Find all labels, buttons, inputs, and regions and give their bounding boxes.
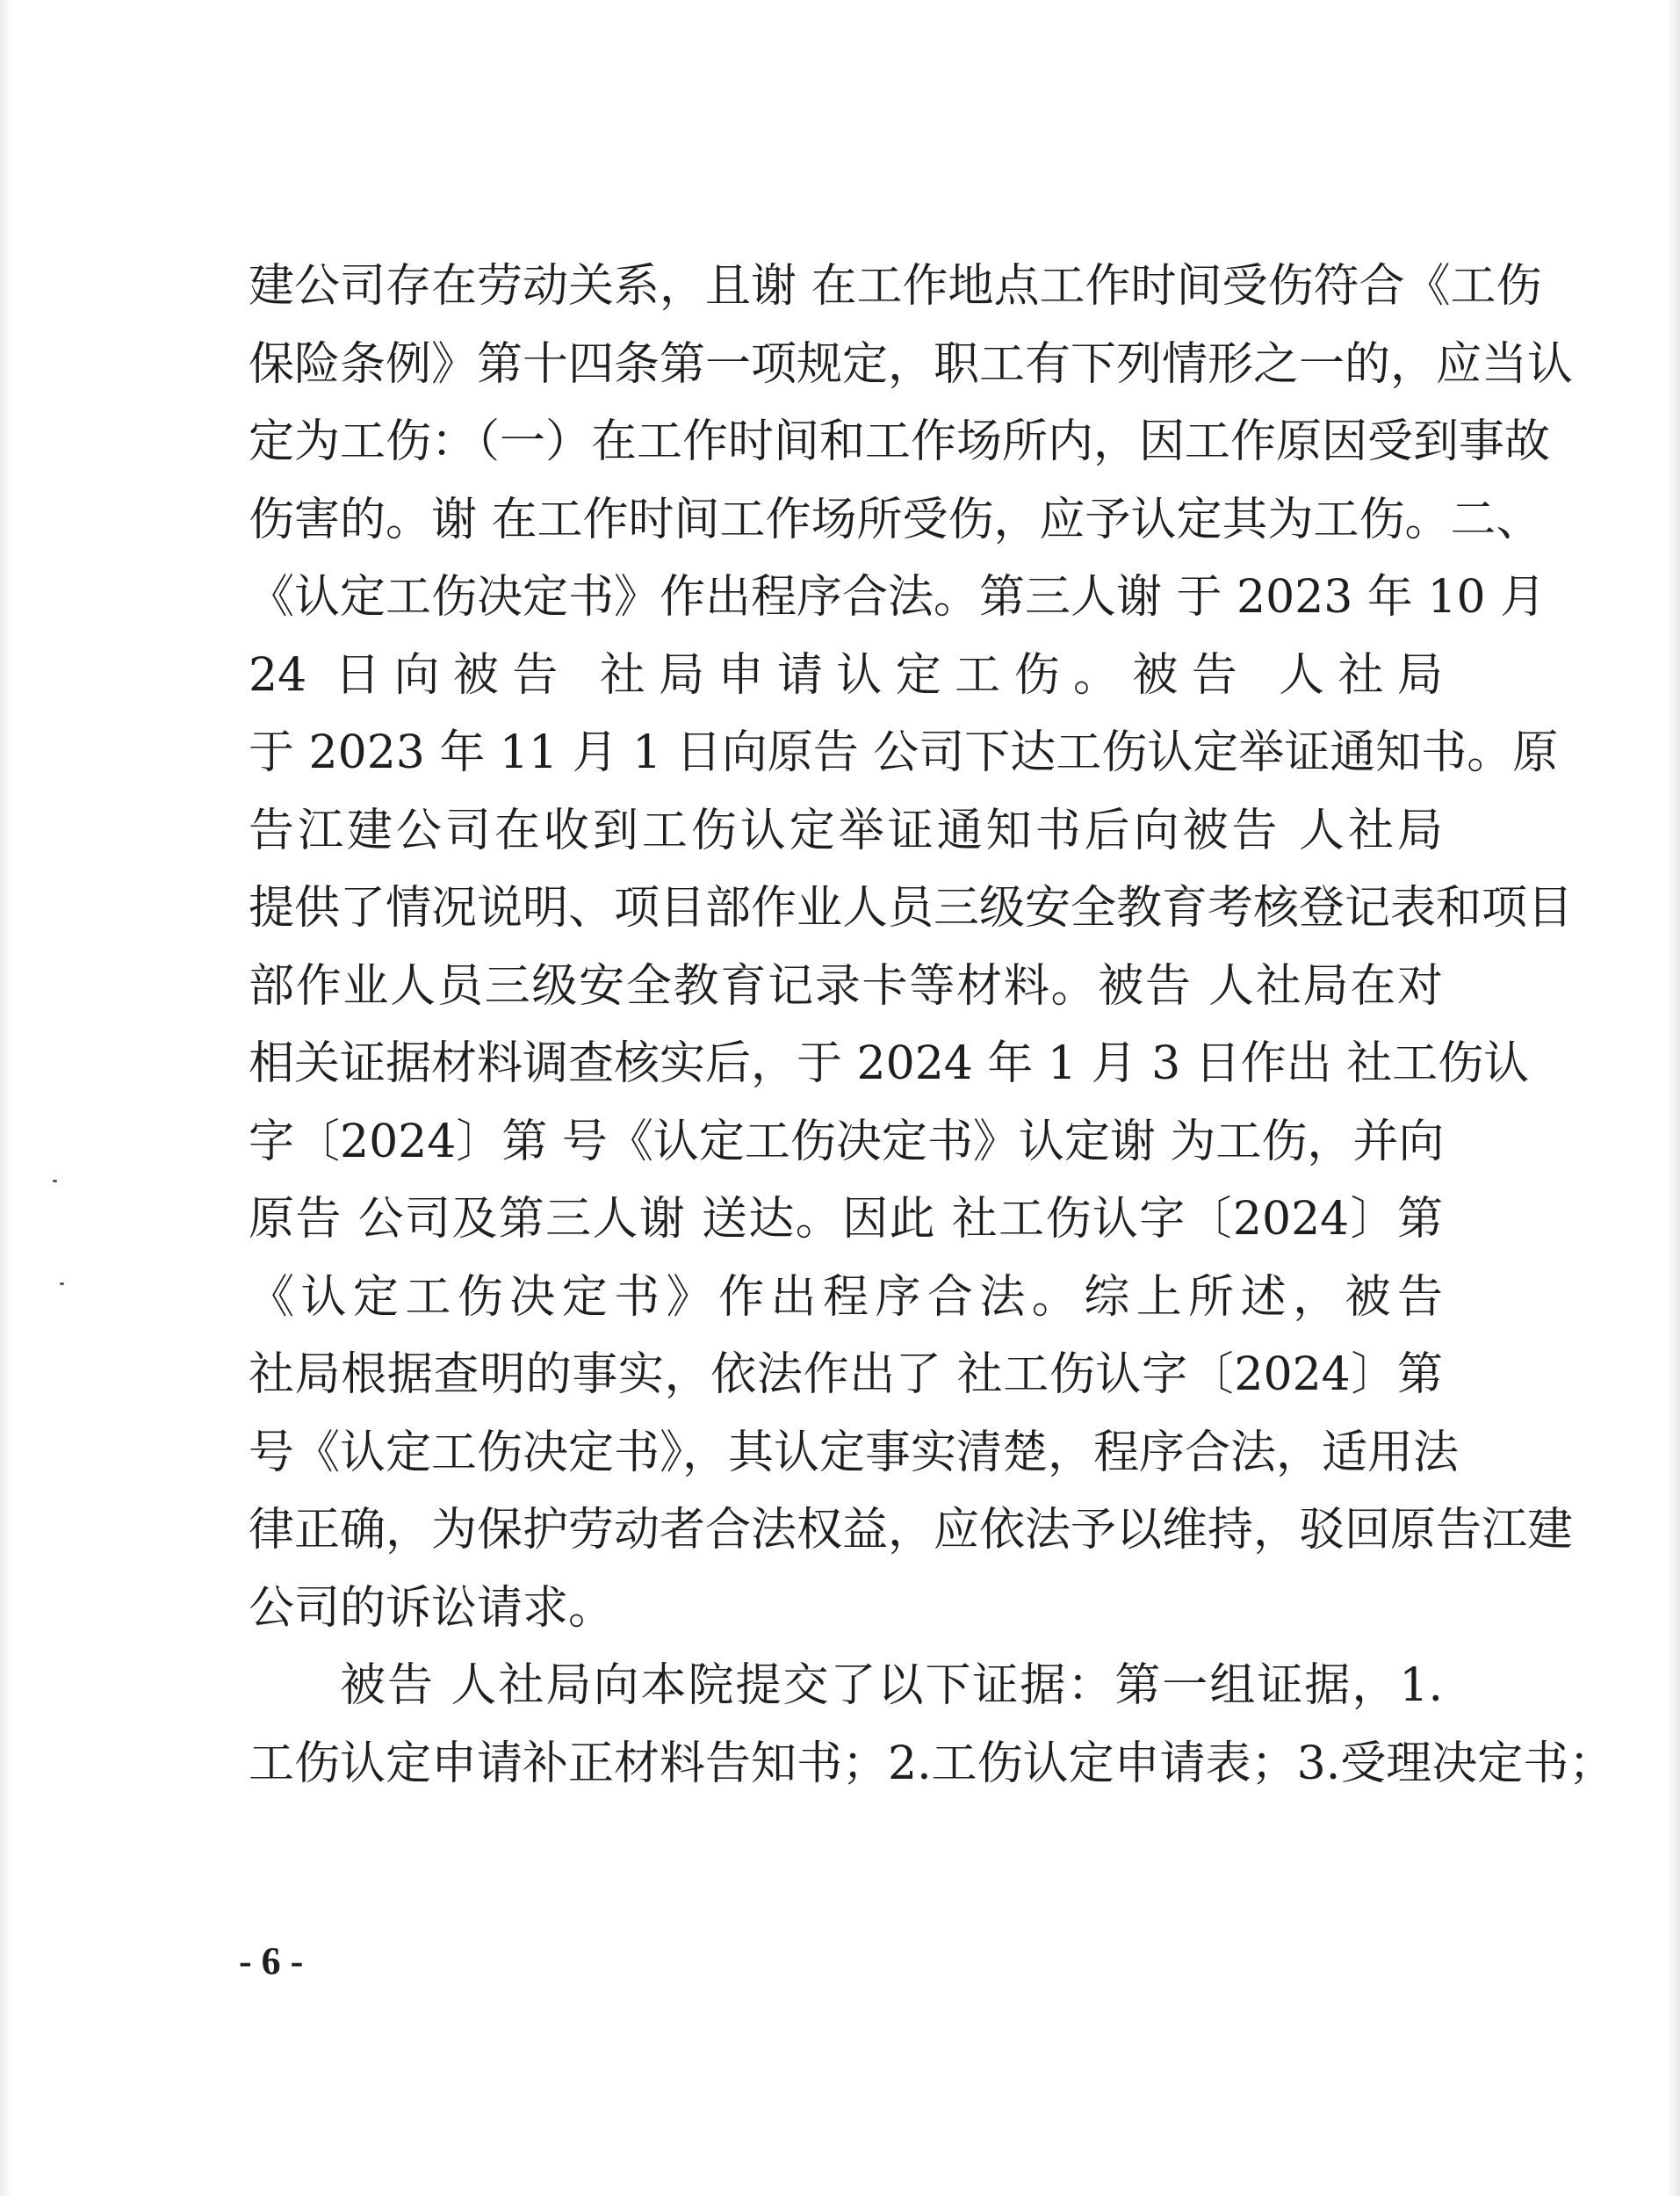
text-line: 建公司存在劳动关系，且谢 在工作地点工作时间受伤符合《工伤 bbox=[249, 260, 1542, 313]
text-line: 号《认定工伤决定书》，其认定事实清楚，程序合法，适用法 bbox=[249, 1426, 1460, 1479]
text-line: 工伤认定申请补正材料告知书；2.工伤认定申请表；3.受理决定书； bbox=[249, 1737, 1615, 1790]
text-line: 公司的诉讼请求。 bbox=[249, 1581, 615, 1635]
text-line: 律正确，为保护劳动者合法权益，应依法予以维持，驳回原告江建 bbox=[249, 1504, 1574, 1557]
text-line: 提供了情况说明、项目部作业人员三级安全教育考核登记表和项目 bbox=[249, 882, 1574, 935]
text-line: 原告 公司及第三人谢 送达。因此 社工伤认字〔2024〕第 bbox=[249, 1193, 1443, 1246]
text-line: 定为工伤：（一）在工作时间和工作场所内，因工作原因受到事故 bbox=[249, 415, 1551, 468]
scan-edge-shadow-left bbox=[0, 0, 12, 2196]
text-line: 字〔2024〕第 号《认定工伤决定书》认定谢 为工伤，并向 bbox=[249, 1115, 1445, 1168]
text-line: 《认定工伤决定书》作出程序合法。综上所述，被告 bbox=[249, 1270, 1443, 1324]
text-line: 伤害的。谢 在工作时间工作场所受伤，应予认定其为工伤。二、 bbox=[249, 493, 1542, 546]
text-line: 部作业人员三级安全教育记录卡等材料。被告 人社局在对 bbox=[249, 959, 1443, 1013]
page-number: - 6 - bbox=[239, 1940, 304, 1983]
text-line: 《认定工伤决定书》作出程序合法。第三人谢 于 2023 年 10 月 bbox=[249, 571, 1547, 624]
text-line: 保险条例》第十四条第一项规定，职工有下列情形之一的，应当认 bbox=[249, 337, 1574, 391]
scan-speck bbox=[53, 1180, 57, 1182]
text-line: 告江建公司在收到工伤认定举证通知书后向被告 人社局 bbox=[249, 804, 1443, 857]
scan-speck bbox=[60, 1282, 64, 1285]
body-text bbox=[249, 248, 1615, 1802]
text-line: 24 日向被告 社局申请认定工伤。被告 人社局 bbox=[249, 648, 1443, 702]
text-line: 相关证据材料调查核实后，于 2024 年 1 月 3 日作出 社工伤认 bbox=[249, 1037, 1530, 1090]
text-line: 社局根据查明的事实，依法作出了 社工伤认字〔2024〕第 bbox=[249, 1348, 1443, 1401]
text-line: 于 2023 年 11 月 1 日向原告 公司下达工伤认定举证通知书。原 bbox=[249, 726, 1559, 779]
scan-edge-shadow-right bbox=[1668, 0, 1680, 2196]
paragraph-first-line: 被告 人社局向本院提交了以下证据：第一组证据，1. bbox=[340, 1659, 1443, 1712]
